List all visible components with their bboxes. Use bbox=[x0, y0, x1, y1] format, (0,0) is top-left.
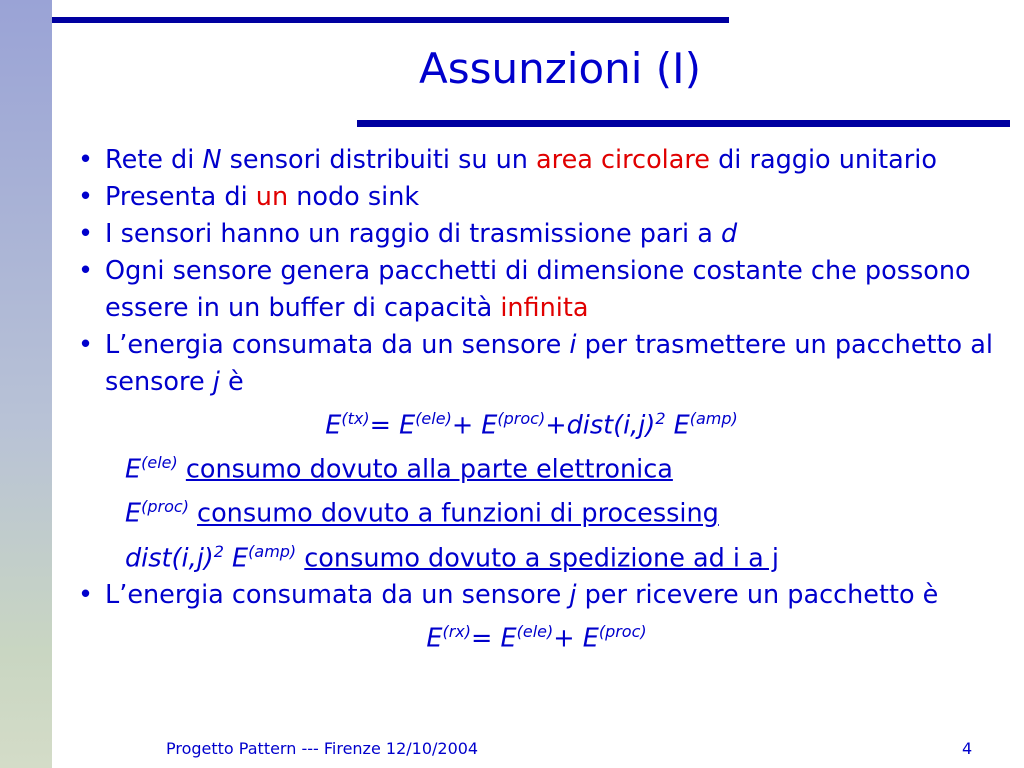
top-rule bbox=[52, 17, 729, 23]
bullet-icon: • bbox=[78, 182, 94, 212]
bullet-list bbox=[78, 142, 998, 657]
bullet-icon: • bbox=[78, 330, 94, 360]
bullet-icon: • bbox=[78, 580, 94, 610]
bullet-item-energia-tx: • L’energia consumata da un sensore i per trasmettere un pacchetto al sensore j è $E^{(tx)}= E^{(ele)}+$ $E^{(proc)}+dist(i,j)^2$ $E^{(amp)}$ $E^{(ele)}$ consumo dovuto alla parte elettronica $E^{(proc)}$ consumo dovuto a funzioni di processing $dist(i,j)^2$ $E^{(amp)}$ consumo dovuto a spedizione ad i a j bbox=[78, 327, 998, 577]
page-number: 4 bbox=[962, 739, 973, 758]
formula-etx: $E^{(tx)}= E^{(ele)}+$ $E^{(proc)}+dist(i,j)^2$ $E^{(amp)}$ bbox=[325, 409, 738, 441]
formula-erx: $E^{(rx)}= E^{(ele)}+ E^{(proc)}$ bbox=[426, 622, 647, 654]
title-underline-rule bbox=[357, 120, 1010, 127]
bullet-item-raggio: • I sensori hanno un raggio di trasmissione pari a d bbox=[78, 216, 998, 253]
footer-text: Progetto Pattern --- Firenze 12/10/2004 bbox=[166, 739, 479, 758]
bullet-icon: • bbox=[78, 256, 94, 286]
bullet-item-energia-rx: • L’energia consumata da un sensore j per ricevere un pacchetto è $E^{(rx)}= E^{(ele)}+ E^{(proc)}$ bbox=[78, 577, 998, 657]
definition-ele: $E^{(ele)}$ consumo dovuto alla parte elettronica bbox=[125, 452, 673, 484]
highlight-area-circolare: area circolare bbox=[536, 145, 710, 175]
bullet-item-sink: • Presenta di un nodo sink bbox=[78, 179, 998, 216]
highlight-infinita: infinita bbox=[500, 293, 589, 323]
bullet-icon: • bbox=[78, 145, 94, 175]
bullet-icon: • bbox=[78, 219, 94, 249]
bullet-item-rete: • Rete di N sensori distribuiti su un area circolare di raggio unitario bbox=[78, 142, 998, 179]
definition-proc: $E^{(proc)}$ consumo dovuto a funzioni di processing bbox=[125, 497, 719, 529]
bullet-item-pacchetti: • Ogni sensore genera pacchetti di dimensione costante che possono essere in un buffer di capacità infinita bbox=[78, 253, 998, 327]
highlight-un: un bbox=[255, 182, 289, 212]
side-gradient-bar bbox=[0, 0, 52, 768]
slide-title: Assunzioni (I) bbox=[419, 44, 701, 93]
definition-amp: $dist(i,j)^2$ $E^{(amp)}$ consumo dovuto a spedizione ad i a j bbox=[125, 541, 779, 573]
